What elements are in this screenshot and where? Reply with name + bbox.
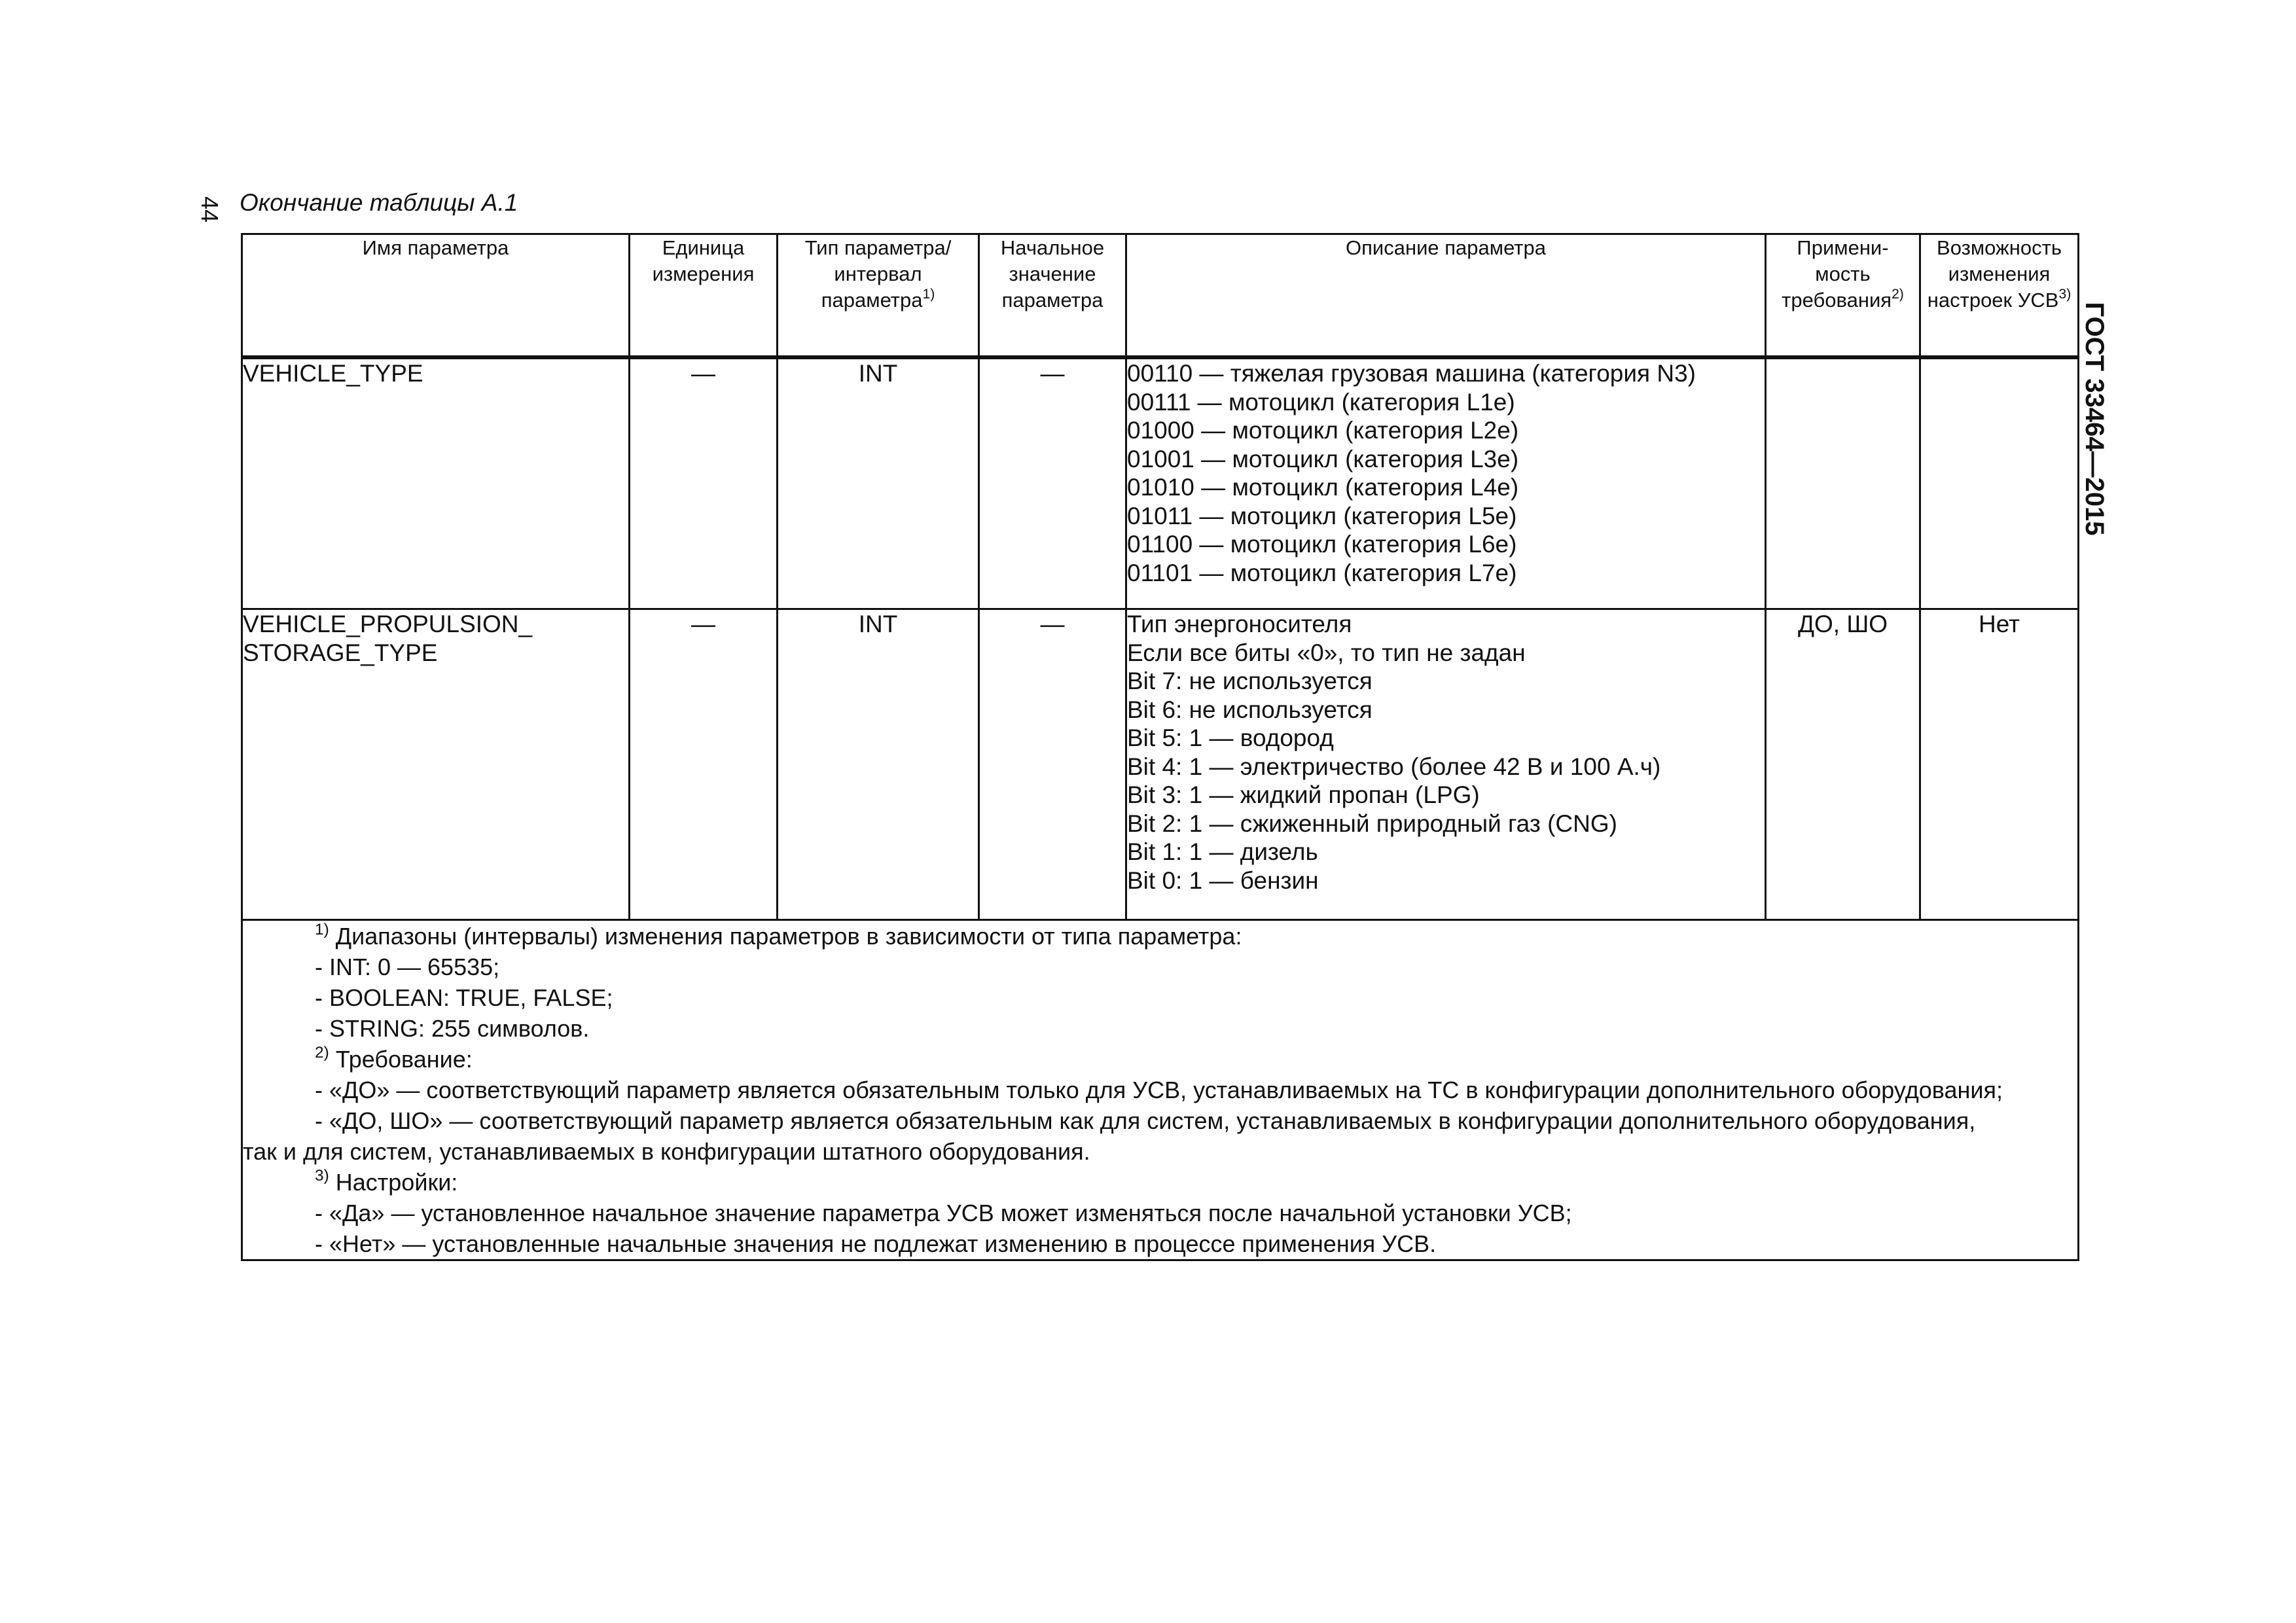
- description-line: Bit 5: 1 — водород: [1127, 724, 1334, 751]
- description-line: Тип энергоносителя: [1127, 611, 1352, 637]
- description-line: Bit 2: 1 — сжиженный природный газ (CNG): [1127, 810, 1617, 837]
- footnote-3: $^{3)}$ Настройки:: [315, 1166, 458, 1196]
- description-line: 01010 — мотоцикл (категория L4e): [1127, 474, 1519, 501]
- description-line: Bit 1: 1 — дизель: [1127, 838, 1318, 865]
- description-line: 01100 — мотоцикл (категория L6e): [1127, 531, 1517, 558]
- header-type-interval: Тип параметра/ интервал параметра$^{1)}$: [778, 234, 979, 358]
- description-line: 01011 — мотоцикл (категория L5e): [1127, 502, 1517, 529]
- cell-type: INT: [778, 609, 979, 920]
- cell-description: [1126, 609, 1766, 920]
- description-line: 00110 — тяжелая грузовая машина (категория N3): [1127, 360, 1696, 387]
- header-applicability: Примени- мость требования$^{2)}$: [1766, 234, 1920, 358]
- description-line: 01001 — мотоцикл (категория L3e): [1127, 445, 1519, 473]
- description-line: Bit 0: 1 — бензин: [1127, 866, 1319, 894]
- description-line: Bit 3: 1 — жидкий пропан (LPG): [1127, 781, 1480, 808]
- name-line: STORAGE_TYPE: [243, 639, 438, 666]
- cell-description: [1126, 357, 1766, 609]
- note-line: - «ДО, ШО» — соответствующий параметр является обязательным как для систем, устанавливаемых в конфигурации дополнительного оборудования,: [315, 1107, 1976, 1134]
- header-unit: Единица измерения: [630, 234, 778, 358]
- table-notes: [242, 920, 2079, 1260]
- cell-parameter-name: [242, 357, 630, 609]
- note-line: так и для систем, устанавливаемых в конфигурации штатного оборудования.: [243, 1138, 1090, 1165]
- note-line: - «Да» — установленное начальное значение параметра УСВ может изменяться после начальной установки УСВ;: [315, 1200, 1572, 1226]
- cell-parameter-name: [242, 609, 630, 920]
- header-changeable: Возможность изменения настроек УСВ$^{3)}$: [1920, 234, 2079, 358]
- table-caption: Окончание таблицы А.1: [240, 189, 518, 216]
- page-number: 44: [196, 196, 223, 223]
- note-line: - STRING: 255 символов.: [315, 1015, 590, 1042]
- cell-changeable: Нет: [1920, 609, 2079, 920]
- header-parameter-name: Имя параметра: [242, 234, 630, 358]
- description-line: Bit 4: 1 — электричество (более 42 В и 100 А.ч): [1127, 753, 1661, 780]
- standard-title: ГОСТ 33464—2015: [2080, 302, 2109, 536]
- description-line: 01101 — мотоцикл (категория L7e): [1127, 559, 1517, 586]
- note-line: - INT: 0 — 65535;: [315, 954, 500, 980]
- name-line: VEHICLE_PROPULSION_: [243, 611, 533, 637]
- description-line: 00111 — мотоцикл (категория L1e): [1127, 388, 1515, 416]
- cell-type: INT: [778, 357, 979, 609]
- cell-initial-value: —: [979, 357, 1126, 609]
- name-line: VEHICLE_TYPE: [243, 360, 423, 387]
- description-line: Bit 6: не используется: [1127, 696, 1372, 723]
- cell-changeable: [1920, 357, 2079, 609]
- description-line: Если все биты «0», то тип не задан: [1127, 639, 1526, 666]
- note-line: - «ДО» — соответствующий параметр является обязательным только для УСВ, устанавливаемых на ТС в конфигурации дополнительного оборудования;: [315, 1077, 2003, 1103]
- description-line: Bit 7: не используется: [1127, 668, 1372, 694]
- cell-applicability: [1766, 357, 1920, 609]
- table-row: [242, 609, 2079, 920]
- note-line: - BOOLEAN: TRUE, FALSE;: [315, 984, 613, 1011]
- parameters-table: [241, 233, 2079, 1261]
- table-header-row: [242, 234, 2079, 358]
- cell-applicability: ДО, ШО: [1766, 609, 1920, 920]
- footnote-1: $^{1)}$ Диапазоны (интервалы) изменения параметров в зависимости от типа параметра:: [315, 920, 1242, 950]
- cell-unit: —: [630, 609, 778, 920]
- cell-initial-value: —: [979, 609, 1126, 920]
- notes-row: [242, 920, 2079, 1260]
- footnote-2: $^{2)}$ Требование:: [315, 1043, 473, 1073]
- header-description: Описание параметра: [1126, 234, 1766, 358]
- header-initial-value: Начальное значение параметра: [979, 234, 1126, 358]
- note-line: - «Нет» — установленные начальные значения не подлежат изменению в процессе применения УСВ.: [315, 1230, 1437, 1257]
- table-row: [242, 357, 2079, 609]
- cell-unit: —: [630, 357, 778, 609]
- description-line: 01000 — мотоцикл (категория L2e): [1127, 417, 1519, 444]
